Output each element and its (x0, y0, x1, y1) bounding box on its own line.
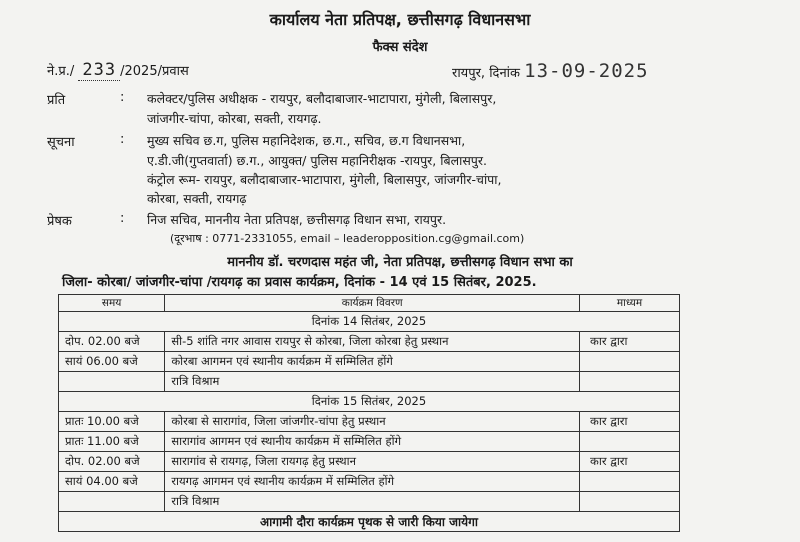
suchna-line-2: ए.डी.जी(गुप्तवार्ता) छ.ग., आयुक्त/ पुलिस महानिरीक्षक -रायपुर, बिलासपुर. (147, 153, 487, 168)
footer-row (59, 512, 680, 532)
table-row (59, 372, 680, 392)
colon: : (120, 90, 125, 105)
table-row (59, 492, 680, 512)
row-time: सायं 06.00 बजे (59, 352, 165, 372)
place-date (452, 60, 649, 82)
row-detail: सारागांव से रायगढ़, जिला रायगढ़ हेतु प्रस्थान (165, 452, 580, 472)
header-mode: माध्यम (580, 295, 680, 312)
suchna-line-3: कंट्रोल रूम- रायपुर, बलौदाबाजार-भाटापारा, मुंगेली, बिलासपुर, जांजगीर-चांपा, (147, 172, 502, 187)
ref-prefix: ने.प्र./ (47, 64, 75, 79)
row-detail: कोरबा आगमन एवं स्थानीय कार्यक्रम में सम्मिलित होंगे (165, 352, 580, 372)
colon: : (120, 211, 125, 226)
row-mode (580, 472, 680, 492)
day2-date: दिनांक 15 सितंबर, 2025 (59, 392, 680, 412)
table-row (59, 472, 680, 492)
table-row (59, 412, 680, 432)
row-detail: सी-5 शांति नगर आवास रायपुर से कोरबा, जिला कोरबा हेतु प्रस्थान (165, 332, 580, 352)
row-mode: कार द्वारा (580, 452, 680, 472)
row-time: प्रातः 10.00 बजे (59, 412, 165, 432)
date-row-day2 (59, 392, 680, 412)
row-mode (580, 492, 680, 512)
suchna-label: सूचना (47, 135, 75, 150)
row-time (59, 492, 165, 512)
contact-info: (दूरभाष : 0771-2331055, email – leaderopposition.cg@gmail.com) (170, 232, 525, 245)
header-details: कार्यक्रम विवरण (165, 295, 580, 312)
suchna-line-1: मुख्य सचिव छ.ग, पुलिस महानिदेशक, छ.ग., सचिव, छ.ग विधानसभा, (147, 133, 466, 148)
suchna-line-4: कोरबा, सक्ती, रायगढ़ (147, 191, 247, 206)
row-time (59, 372, 165, 392)
prati-line-2: जांजगीर-चांपा, कोरबा, सक्ती, रायगढ़. (147, 111, 322, 126)
colon: : (120, 132, 125, 147)
footer-note: आगामी दौरा कार्यक्रम पृथक से जारी किया जायेगा (59, 512, 680, 532)
day1-date: दिनांक 14 सितंबर, 2025 (59, 312, 680, 332)
fax-title: फैक्स संदेश (372, 40, 428, 55)
date-row-day1 (59, 312, 680, 332)
prati-line-1: कलेक्टर/पुलिस अधीक्षक - रायपुर, बलौदाबाजार-भाटापारा, मुंगेली, बिलासपुर, (147, 91, 497, 106)
table-row (59, 432, 680, 452)
prati-label: प्रति (47, 93, 66, 108)
row-time: दोप. 02.00 बजे (59, 332, 165, 352)
table-row (59, 332, 680, 352)
row-detail: रात्रि विश्राम (165, 492, 580, 512)
row-time: सायं 04.00 बजे (59, 472, 165, 492)
programme-heading-1: माननीय डॉ. चरणदास महंत जी, नेता प्रतिपक्ष, छत्तीसगढ़ विधान सभा का (227, 255, 573, 270)
row-mode: कार द्वारा (580, 412, 680, 432)
schedule-table (58, 294, 680, 532)
ref-number-handwritten: 233 (82, 60, 117, 80)
preshak-label: प्रेषक (47, 214, 72, 229)
office-title: कार्यालय नेता प्रतिपक्ष, छत्तीसगढ़ विधानसभा (269, 10, 531, 29)
row-mode (580, 372, 680, 392)
date-handwritten: 13-09-2025 (524, 60, 649, 82)
programme-heading-2: जिला- कोरबा/ जांजगीर-चांपा /रायगढ़ का प्रवास कार्यक्रम, दिनांक - 14 एवं 15 सितंबर, 2025. (62, 275, 537, 290)
table-row (59, 352, 680, 372)
ref-suffix: /2025/प्रवास (120, 64, 189, 79)
table-header-row (59, 295, 680, 312)
place-date-label: रायपुर, दिनांक (452, 66, 521, 81)
reference-number (47, 60, 189, 81)
row-detail: सारागांव आगमन एवं स्थानीय कार्यक्रम में सम्मिलित होंगे (165, 432, 580, 452)
header-time: समय (59, 295, 165, 312)
preshak-line: निज सचिव, माननीय नेता प्रतिपक्ष, छत्तीसगढ़ विधान सभा, रायपुर. (147, 212, 447, 227)
row-mode (580, 352, 680, 372)
row-detail: रायगढ़ आगमन एवं स्थानीय कार्यक्रम में सम्मिलित होंगे (165, 472, 580, 492)
row-mode: कार द्वारा (580, 332, 680, 352)
row-detail: रात्रि विश्राम (165, 372, 580, 392)
table-row (59, 452, 680, 472)
row-time: दोप. 02.00 बजे (59, 452, 165, 472)
row-mode (580, 432, 680, 452)
row-detail: कोरबा से सारागांव, जिला जांजगीर-चांपा हेतु प्रस्थान (165, 412, 580, 432)
row-time: प्रातः 11.00 बजे (59, 432, 165, 452)
